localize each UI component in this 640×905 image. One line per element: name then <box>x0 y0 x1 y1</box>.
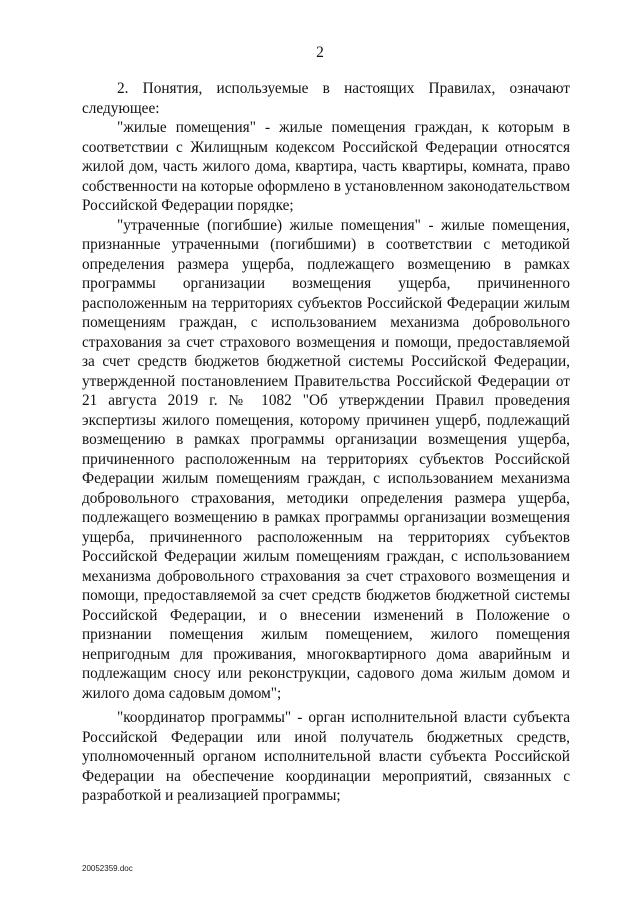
paragraph-residential-premises: "жилые помещения" - жилые помещения граждан, к которым в соответствии с Жилищным кодексом Российской Федерации относятся жилой дом, часть жилого дома, квартира, часть квартиры, комната, право собственности на которые оформлено в установленном законодательством Российской Федерации порядке; <box>82 119 570 214</box>
paragraph-program-coordinator: "координатор программы" - орган исполнительной власти субъекта Российской Федерации или иной получатель бюджетных средств, уполномоченный органом исполнительной власти субъекта Российской Федерации на обеспечение координации мероприятий, связанных с разработкой и реализацией программы; <box>82 709 570 804</box>
page-number: 2 <box>316 44 324 61</box>
paragraph-definitions-intro: 2. Понятия, используемые в настоящих Правилах, означают следующее: <box>82 80 570 117</box>
paragraph-lost-premises: "утраченные (погибшие) жилые помещения" - жилые помещения, признанные утраченными (погибшими) в соответствии с методикой определения размера ущерба, подлежащего возмещению в рамках программы организации возмещения ущерба, причиненного расположенным на территориях субъектов Российской Федерации жилым помещениям граждан, с использованием механизма добровольного страхования за счет страхового возмещения и помощи, предоставляемой за счет средств бюджетов бюджетной системы Российской Федерации, утвержденной постановлением Правительства Российской Федерации от 21 августа 2019 г. № 1082 "Об утверждении Правил проведения экспертизы жилого помещения, которому причинен ущерб, подлежащий возмещению в рамках программы организации возмещения ущерба, причиненного расположенным на территориях субъектов Российской Федерации жилым помещениям граждан, с использованием механизма добровольного страхования, методики определения размера ущерба, подлежащего возмещению в рамках программы организации возмещения ущерба, причиненного расположенным на территориях субъектов Российской Федерации жилым помещениям граждан, с использованием механизма добровольного страхования за счет страхового возмещения и помощи, предоставляемой за счет средств бюджетов бюджетной системы Российской Федерации, и о внесении изменений в Положение о признании помещения жилым помещением, жилого помещения непригодным для проживания, многоквартирного дома аварийным и подлежащим сносу или реконструкции, садового дома жилым домом и жилого дома садовым домом"; <box>82 216 570 702</box>
document-body <box>82 79 570 806</box>
footer-filename: 20052359.doc <box>82 864 133 873</box>
